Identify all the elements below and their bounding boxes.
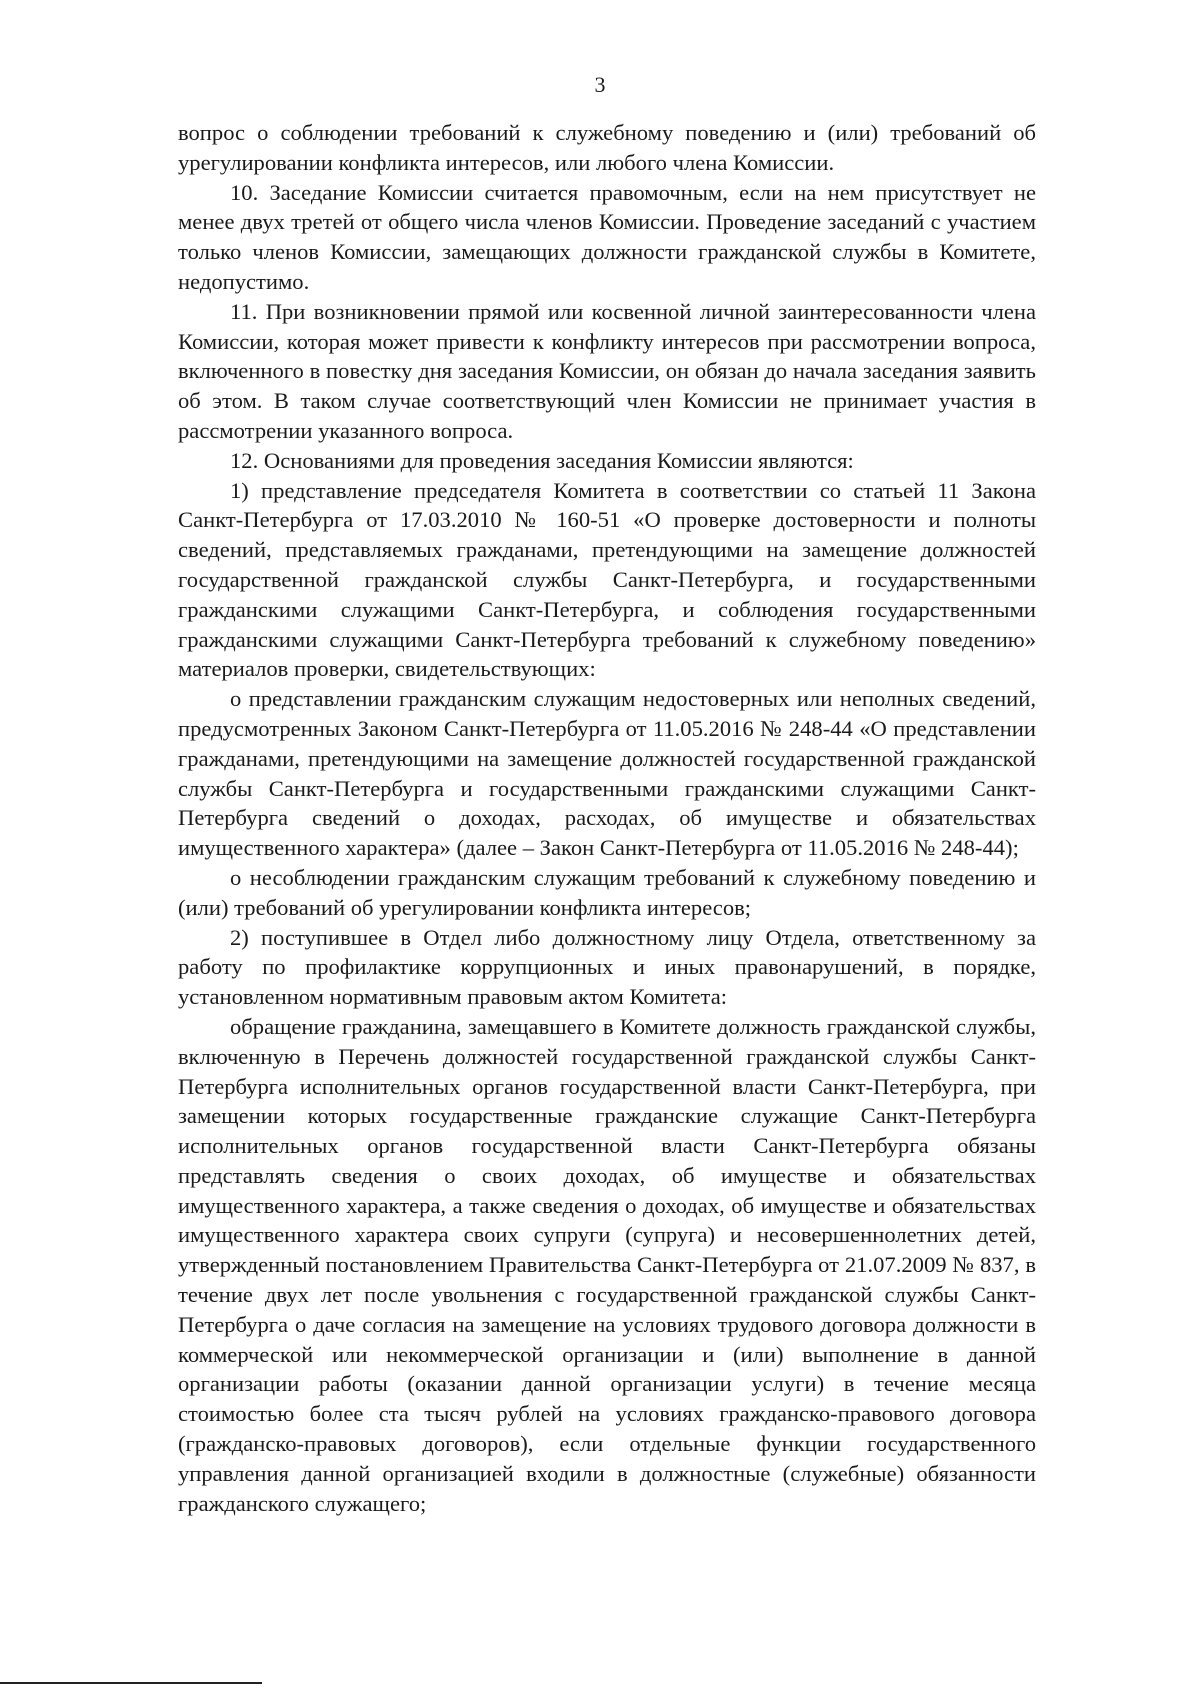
document-body (178, 118, 1036, 1518)
paragraph-evidence-1: о представлении гражданским служащим недостоверных или неполных сведений, предусмотренных Законом Санкт-Петербурга от 11.05.2016 № 248-44 «О представлении гражданами, претендующими на замещение должностей государственной гражданской службы Санкт-Петербурга и государственными гражданскими служащими Санкт-Петербурга сведений о доходах, расходах, об имуществе и обязательствах имущественного характера» (далее – Закон Санкт-Петербурга от 11.05.2016 № 248-44); (178, 686, 1036, 861)
page-number: 3 (594, 72, 606, 97)
paragraph-continuation: вопрос о соблюдении требований к служебному поведению и (или) требований об урегулировании конфликта интересов, или любого члена Комиссии. (178, 120, 1036, 175)
paragraph-subitem-2: 2) поступившее в Отдел либо должностному лицу Отдела, ответственному за работу по профилактике коррупционных и иных правонарушений, в порядке, установленном нормативным правовым актом Комитета: (178, 924, 1036, 1010)
footer-divider (0, 1682, 262, 1684)
paragraph-item-11: 11. При возникновении прямой или косвенной личной заинтересованности члена Комиссии, которая может привести к конфликту интересов при рассмотрении вопроса, включенного в повестку дня заседания Комиссии, он обязан до начала заседания заявить об этом. В таком случае соответствующий член Комиссии не принимает участия в рассмотрении указанного вопроса. (178, 298, 1036, 443)
paragraph-item-10: 10. Заседание Комиссии считается правомочным, если на нем присутствует не менее двух третей от общего числа членов Комиссии. Проведение заседаний с участием только членов Комиссии, замещающих должности гражданской службы в Комитете, недопустимо. (178, 179, 1036, 294)
paragraph-appeal: обращение гражданина, замещавшего в Комитете должность гражданской службы, включенную в Перечень должностей государственной гражданской службы Санкт-Петербурга исполнительных органов государственной власти Санкт-Петербурга, при замещении которых государственные гражданские служащие Санкт-Петербурга исполнительных органов государственной власти Санкт-Петербурга обязаны представлять сведения о своих доходах, об имуществе и обязательствах имущественного характера, а также сведения о доходах, об имуществе и обязательствах имущественного характера своих супруги (супруга) и несовершеннолетних детей, утвержденный постановлением Правительства Санкт-Петербурга от 21.07.2009 № 837, в течение двух лет после увольнения с государственной гражданской службы Санкт-Петербурга о даче согласия на замещение на условиях трудового договора должности в коммерческой или некоммерческой организации и (или) выполнение в данной организации работы (оказании данной организации услуги) в течение месяца стоимостью более ста тысяч рублей на условиях гражданско-правового договора (гражданско-правовых договоров), если отдельные функции государственного управления данной организацией входили в должностные (служебные) обязанности гражданского служащего; (178, 1013, 1036, 1516)
paragraph-subitem-1: 1) представление председателя Комитета в соответствии со статьей 11 Закона Санкт-Петербурга от 17.03.2010 № 160-51 «О проверке достоверности и полноты сведений, представляемых гражданами, претендующими на замещение должностей государственной гражданской службы Санкт-Петербурга, и государственными гражданскими служащими Санкт-Петербурга, и соблюдения государственными гражданскими служащими Санкт-Петербурга требований к служебному поведению» материалов проверки, свидетельствующих: (178, 477, 1036, 682)
paragraph-evidence-2: о несоблюдении гражданским служащим требований к служебному поведению и (или) требований об урегулировании конфликта интересов; (178, 864, 1036, 920)
paragraph-item-12: 12. Основаниями для проведения заседания Комиссии являются: (230, 447, 854, 473)
